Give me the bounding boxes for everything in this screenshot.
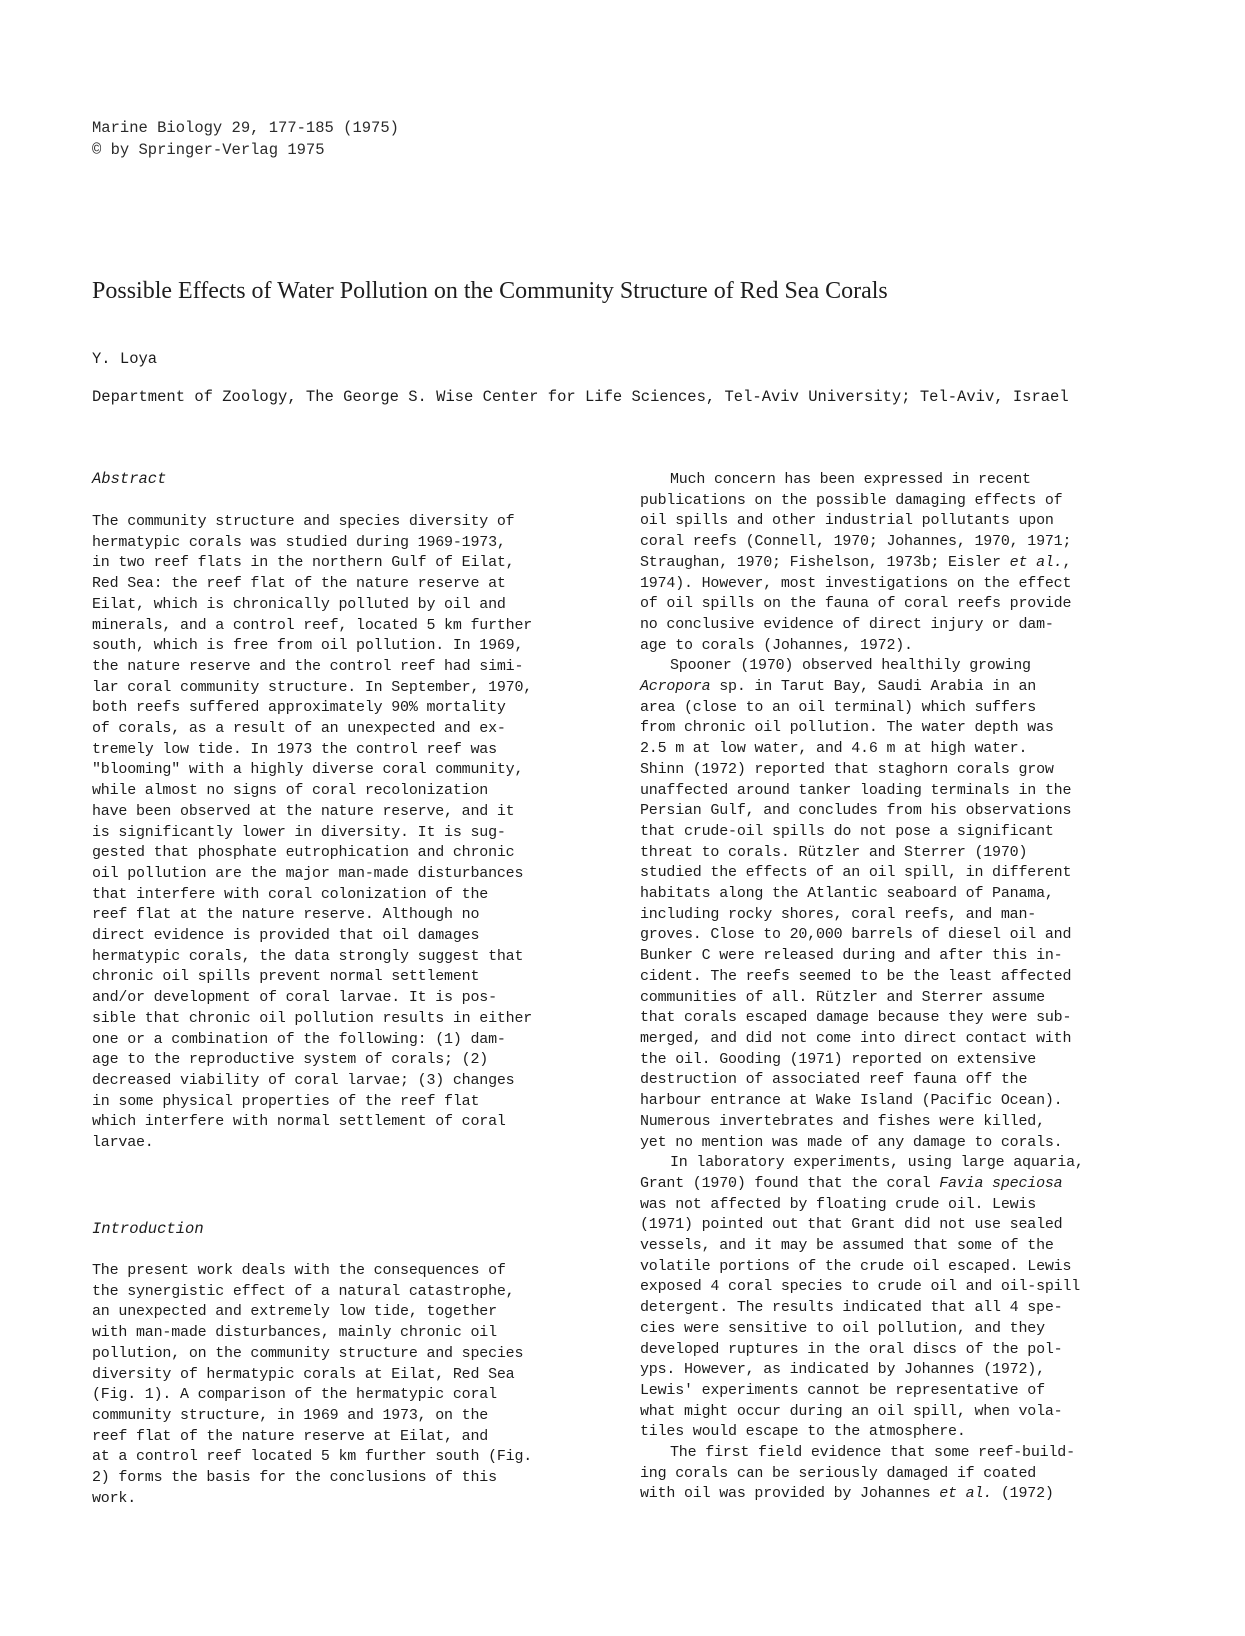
abstract-line: sible that chronic oil pollution results in either <box>92 1009 533 1027</box>
body-line: harbour entrance at Wake Island (Pacific Ocean). <box>640 1092 1063 1110</box>
body-line: what might occur during an oil spill, when vola- <box>640 1402 1063 1420</box>
body-line: Much concern has been expressed in recent <box>670 471 1031 488</box>
author-affiliation: Department of Zoology, The George S. Wise Center for Life Sciences, Tel-Aviv University; Tel-Aviv, Israel <box>92 388 1069 406</box>
abstract-line: larvae. <box>92 1134 154 1152</box>
intro-line: diversity of hermatypic corals at Eilat, Red Sea <box>92 1365 515 1383</box>
abstract-body <box>92 512 532 1154</box>
body-line <box>640 553 1084 574</box>
body-line: threat to corals. Rützler and Sterrer (1970) <box>640 843 1028 861</box>
intro-line: The present work deals with the consequences of <box>92 1262 506 1279</box>
body-line: groves. Close to 20,000 barrels of diesel oil and <box>640 926 1072 944</box>
intro-line: at a control reef located 5 km further south (Fig. <box>92 1448 533 1466</box>
abstract-line: and/or development of coral larvae. It is pos- <box>92 989 497 1007</box>
body-line: yps. However, as indicated by Johannes (1972), <box>640 1361 1045 1379</box>
abstract-line: tremely low tide. In 1973 the control reef was <box>92 740 497 758</box>
abstract-line: the nature reserve and the control reef had simi- <box>92 657 524 675</box>
abstract-line: Eilat, which is chronically polluted by oil and <box>92 595 506 613</box>
body-line: vessels, and it may be assumed that some of the <box>640 1237 1054 1255</box>
italic-et-al: et al. <box>939 1485 993 1503</box>
body-text: Grant (1970) found that the coral <box>640 1174 940 1192</box>
intro-line: (Fig. 1). A comparison of the hermatypic coral <box>92 1386 497 1404</box>
body-line: communities of all. Rützler and Sterrer assume <box>640 988 1045 1006</box>
body-line: of oil spills on the fauna of coral reefs provide <box>640 595 1072 613</box>
body-line: Persian Gulf, and concludes from his observations <box>640 802 1072 820</box>
italic-acropora: Acropora <box>640 678 711 696</box>
italic-et-al: et al. <box>1009 553 1063 571</box>
journal-line-copyright: © by Springer-Verlag 1975 <box>92 141 325 159</box>
abstract-line: which interfere with normal settlement of coral <box>92 1113 506 1131</box>
body-line: tiles would escape to the atmosphere. <box>640 1423 966 1441</box>
intro-line: an unexpected and extremely low tide, together <box>92 1303 497 1321</box>
abstract-line: in two reef flats in the northern Gulf of Eilat, <box>92 554 515 572</box>
intro-line: community structure, in 1969 and 1973, on the <box>92 1406 489 1424</box>
abstract-line: reef flat at the nature reserve. Although no <box>92 906 480 924</box>
body-text: , <box>1062 553 1072 571</box>
body-line: Bunker C were released during and after this in- <box>640 947 1063 965</box>
author-name: Y. Loya <box>92 350 158 368</box>
intro-line: work. <box>92 1489 137 1507</box>
body-line: 1974). However, most investigations on the effect <box>640 574 1072 592</box>
abstract-line: Red Sea: the reef flat of the nature reserve at <box>92 575 506 593</box>
body-line: from chronic oil pollution. The water depth was <box>640 719 1054 737</box>
intro-line: reef flat of the nature reserve at Eilat, and <box>92 1427 489 1445</box>
body-line: Lewis' experiments cannot be representative of <box>640 1381 1045 1399</box>
body-line: cident. The reefs seemed to be the least affected <box>640 967 1072 985</box>
body-line: yet no mention was made of any damage to corals. <box>640 1133 1063 1151</box>
italic-favia: Favia speciosa <box>939 1174 1063 1192</box>
body-text: Straughan, 1970; Fishelson, 1973b; Eisler <box>640 553 1010 571</box>
body-line: was not affected by floating crude oil. Lewis <box>640 1195 1037 1213</box>
intro-line: with man-made disturbances, mainly chronic oil <box>92 1324 497 1342</box>
abstract-line: minerals, and a control reef, located 5 km further <box>92 616 533 634</box>
abstract-line: while almost no signs of coral recolonization <box>92 782 489 800</box>
intro-line: 2) forms the basis for the conclusions of this <box>92 1469 497 1487</box>
body-line: including rocky shores, coral reefs, and man- <box>640 905 1037 923</box>
body-line: publications on the possible damaging effects of <box>640 491 1063 509</box>
body-line: habitats along the Atlantic seaboard of Panama, <box>640 885 1054 903</box>
abstract-line: hermatypic corals was studied during 1969-1973, <box>92 533 506 551</box>
body-line: destruction of associated reef fauna off the <box>640 1071 1028 1089</box>
abstract-line: age to the reproductive system of corals; (2) <box>92 1051 489 1069</box>
body-line: volatile portions of the crude oil escaped. Lewis <box>640 1257 1072 1275</box>
body-line: developed ruptures in the oral discs of the pol- <box>640 1340 1063 1358</box>
intro-line: pollution, on the community structure and species <box>92 1344 524 1362</box>
body-line: the oil. Gooding (1971) reported on extensive <box>640 1050 1037 1068</box>
body-line: 2.5 m at low water, and 4.6 m at high water. <box>640 740 1028 758</box>
body-text: sp. in Tarut Bay, Saudi Arabia in an <box>710 678 1037 696</box>
body-line: ing corals can be seriously damaged if coated <box>640 1464 1037 1482</box>
body-text: (1972) <box>992 1485 1054 1503</box>
body-line: that crude-oil spills do not pose a significant <box>640 822 1054 840</box>
body-line: (1971) pointed out that Grant did not use sealed <box>640 1216 1063 1234</box>
abstract-heading: Abstract <box>92 470 167 488</box>
paper-title: Possible Effects of Water Pollution on the Community Structure of Red Sea Corals <box>92 278 888 304</box>
right-column-body <box>640 470 1084 1505</box>
abstract-line: in some physical properties of the reef flat <box>92 1092 480 1110</box>
introduction-body <box>92 1261 532 1509</box>
body-line: age to corals (Johannes, 1972). <box>640 636 913 654</box>
abstract-line: both reefs suffered approximately 90% mortality <box>92 699 506 717</box>
abstract-line: one or a combination of the following: (1) dam- <box>92 1030 506 1048</box>
body-line: exposed 4 coral species to crude oil and oil-spill <box>640 1278 1081 1296</box>
body-line <box>640 1174 1084 1195</box>
abstract-line: hermatypic corals, the data strongly suggest that <box>92 947 524 965</box>
introduction-heading: Introduction <box>92 1220 204 1238</box>
abstract-line: The community structure and species diversity of <box>92 513 515 530</box>
body-line: Shinn (1972) reported that staghorn corals grow <box>640 760 1054 778</box>
abstract-line: direct evidence is provided that oil damages <box>92 927 480 945</box>
abstract-line: oil pollution are the major man-made disturbances <box>92 864 524 882</box>
body-line: In laboratory experiments, using large aquaria, <box>670 1154 1084 1172</box>
abstract-line: south, which is free from oil pollution. In 1969, <box>92 637 524 655</box>
abstract-line: "blooming" with a highly diverse coral community, <box>92 761 524 779</box>
abstract-line: of corals, as a result of an unexpected and ex- <box>92 720 506 738</box>
body-line: The first field evidence that some reef-build- <box>670 1444 1075 1462</box>
body-line <box>640 1484 1084 1505</box>
body-line: detergent. The results indicated that all 4 spe- <box>640 1299 1063 1317</box>
body-line: no conclusive evidence of direct injury or dam- <box>640 615 1054 633</box>
body-line: coral reefs (Connell, 1970; Johannes, 1970, 1971; <box>640 533 1072 551</box>
abstract-line: decreased viability of coral larvae; (3) changes <box>92 1071 515 1089</box>
journal-citation <box>92 117 399 161</box>
body-line: unaffected around tanker loading terminals in the <box>640 781 1072 799</box>
abstract-line: have been observed at the nature reserve, and it <box>92 802 515 820</box>
body-line: cies were sensitive to oil pollution, and they <box>640 1319 1045 1337</box>
body-line: area (close to an oil terminal) which suffers <box>640 698 1037 716</box>
body-line: that corals escaped damage because they were sub- <box>640 1009 1072 1027</box>
abstract-line: chronic oil spills prevent normal settlement <box>92 968 480 986</box>
body-line: Spooner (1970) observed healthily growing <box>670 657 1031 675</box>
body-text: with oil was provided by Johannes <box>640 1485 940 1503</box>
body-line: merged, and did not come into direct contact with <box>640 1029 1072 1047</box>
abstract-line: is significantly lower in diversity. It is sug- <box>92 823 506 841</box>
journal-line-volume: Marine Biology 29, 177-185 (1975) <box>92 119 399 137</box>
abstract-line: gested that phosphate eutrophication and chronic <box>92 844 515 862</box>
intro-line: the synergistic effect of a natural catastrophe, <box>92 1282 515 1300</box>
abstract-line: lar coral community structure. In September, 1970, <box>92 678 533 696</box>
body-line: Numerous invertebrates and fishes were killed, <box>640 1112 1045 1130</box>
body-line <box>640 677 1084 698</box>
abstract-line: that interfere with coral colonization of the <box>92 885 489 903</box>
body-line: oil spills and other industrial pollutants upon <box>640 512 1054 530</box>
body-line: studied the effects of an oil spill, in different <box>640 864 1072 882</box>
